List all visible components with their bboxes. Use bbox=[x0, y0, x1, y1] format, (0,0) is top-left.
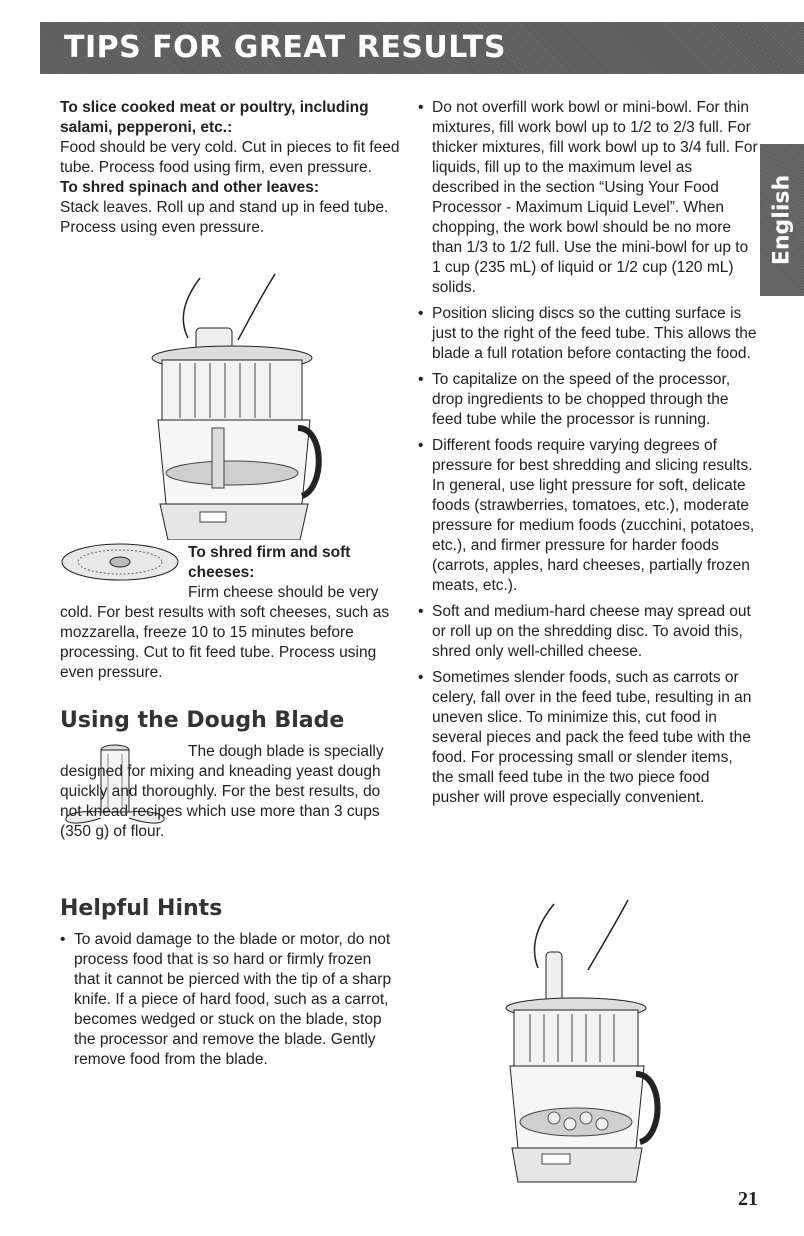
cheese-heading bbox=[188, 543, 388, 583]
tip-item: • Position slicing discs so the cutting surface is just to the right of the feed tube. This allows the blade a full rotation before contacting the food. bbox=[418, 304, 758, 364]
helpful-hints-title: Helpful Hints bbox=[60, 896, 223, 921]
food-processor-chopping-illustration bbox=[496, 896, 676, 1186]
meat-heading: To slice cooked meat or poultry, including salami, pepperoni, etc.: bbox=[60, 99, 369, 136]
language-tab-label: English bbox=[769, 174, 795, 266]
cheese-heading-text: To shred firm and soft cheeses: bbox=[188, 544, 351, 581]
shredding-disc-icon bbox=[60, 540, 180, 584]
tips-list bbox=[418, 98, 758, 814]
dough-blade-title: Using the Dough Blade bbox=[60, 708, 345, 733]
helpful-hints-list bbox=[60, 930, 396, 1076]
dough-blade-text: The dough blade is specially designed for mixing and kneading yeast dough quickly and thoroughly. For the best results, do not knead recipes which use more than 3 cups (350 g) of flour. bbox=[60, 743, 384, 840]
spinach-heading: To shred spinach and other leaves: bbox=[60, 179, 319, 196]
tip-item: • Different foods require varying degrees of pressure for best shredding and slicing results. In general, use light pressure for soft, delicate foods (strawberries, tomatoes, etc.), moderate pressure for medium foods (zucchini, potatoes, etc.), and firmer pressure for harder foods (carrots, apples, hard cheeses, partially frozen meats, etc.). bbox=[418, 436, 758, 596]
left-column-top bbox=[60, 98, 400, 238]
cheese-text: Firm cheese should be very cold. For best results with soft cheeses, such as mozzarella, freeze 10 to 15 minutes before processing. Cut to fit feed tube. Process using even pressure. bbox=[60, 584, 390, 681]
spinach-text: Stack leaves. Roll up and stand up in feed tube. Process using even pressure. bbox=[60, 199, 389, 236]
tip-item: • Do not overfill work bowl or mini-bowl. For thin mixtures, fill work bowl up to 1/2 to 2/3 full. For thicker mixtures, fill work bowl up to 3/4 full. For liquids, fill up to the maximum level as described in the section “Using Your Food Processor - Maximum Liquid Level”. When chopping, the work bowl should be no more than 1/3 to 1/2 full. Use the mini-bowl for up to 1 cup (235 mL) of liquid or 1/2 cup (120 mL) solids. bbox=[418, 98, 758, 298]
tip-item: • Soft and medium-hard cheese may spread out or roll up on the shredding disc. To avoid this, shred only well-chilled cheese. bbox=[418, 602, 758, 662]
tip-item: • Sometimes slender foods, such as carrots or celery, fall over in the feed tube, resulting in an uneven slice. To minimize this, cut food in several pieces and pack the feed tube with the food. For processing small or slender items, the small feed tube in the two piece food pusher will prove especially convenient. bbox=[418, 668, 758, 808]
tip-item: • To capitalize on the speed of the processor, drop ingredients to be chopped through the feed tube while the processor is running. bbox=[418, 370, 758, 430]
meat-text: Food should be very cold. Cut in pieces to fit feed tube. Process food using firm, even pressure. bbox=[60, 139, 400, 176]
hint-item: • To avoid damage to the blade or motor, do not process food that is so hard or firmly frozen that it cannot be pierced with the tip of a sharp knife. If a piece of hard food, such as a carrot, becomes wedged or stuck on the blade, stop the processor and remove the blade. Gently remove food from the blade. bbox=[60, 930, 396, 1070]
page-number: 21 bbox=[738, 1188, 758, 1210]
food-processor-slicing-illustration bbox=[140, 268, 330, 540]
page-title: TIPS FOR GREAT RESULTS bbox=[64, 30, 507, 65]
